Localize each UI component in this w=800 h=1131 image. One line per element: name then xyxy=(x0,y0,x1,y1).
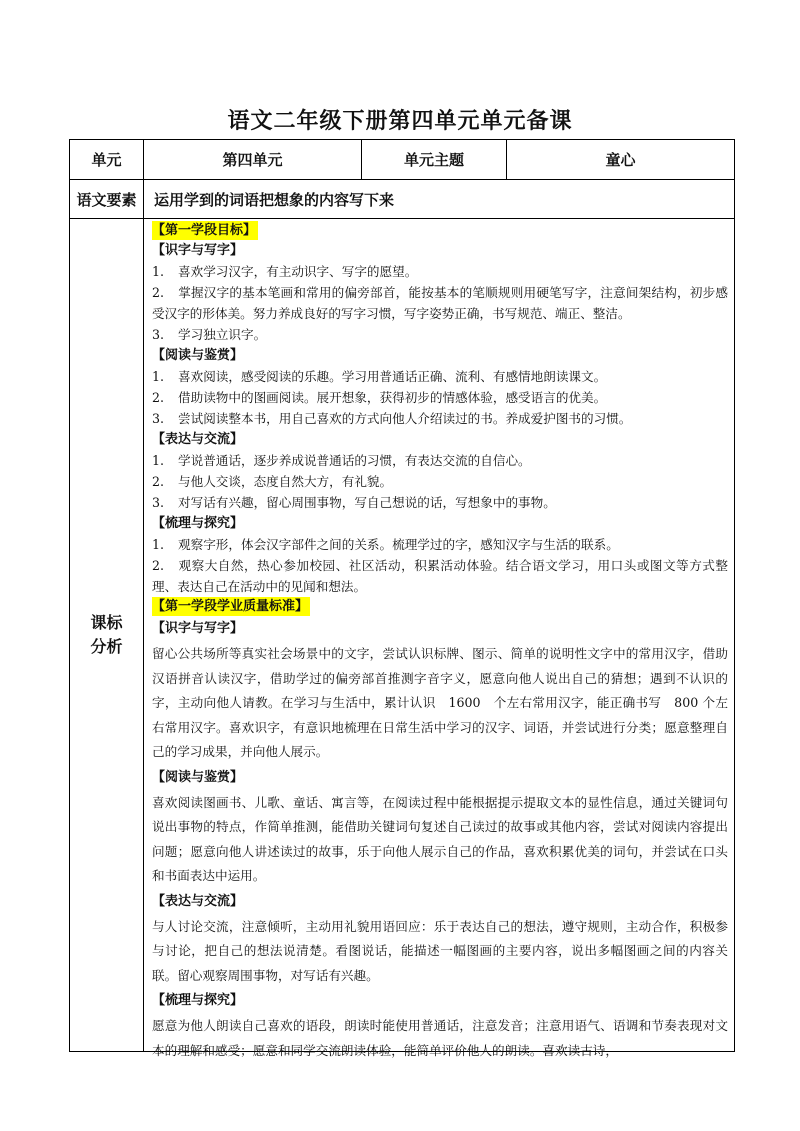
standard-section-heading: 【识字与写字】 xyxy=(152,621,244,636)
goal-title: 【第一学段目标】 xyxy=(152,223,257,238)
goal-item-number: 2. xyxy=(152,558,165,573)
goal-item-text: 掌握汉字的基本笔画和常用的偏旁部首，能按基本的笔顺规则用硬笔写字，注意间架结构，初步感受汉字的形体美。努力养成良好的写字习惯，写字姿势正确，书写规范、端正、整洁。 xyxy=(152,285,728,321)
goal-item xyxy=(152,492,728,513)
lesson-plan-table xyxy=(69,139,735,1058)
standard-section-text: 留心公共场所等真实社会场景中的文字，尝试认识标牌、图示、简单的说明性文字中的常用汉字，借助汉语拼音认读汉字，借助学过的偏旁部首推测字音字义，愿意向他人说出自己的猜想；遇到不认识的字，主动向他人请教。在学习与生活中，累计认识 1600 个左右常用汉字，能正确书写 800 个左右常用汉字。喜欢识字，有意识地梳理在日常生活中学习的汉字、词语，并尝试进行分类；愿意整理自己的学习成果，并向他人展示。 xyxy=(152,646,728,759)
goal-item xyxy=(152,534,728,555)
goal-item-number: 1. xyxy=(152,453,165,468)
standard-section-heading: 【表达与交流】 xyxy=(152,893,244,909)
theme-label: 单元主题 xyxy=(362,140,507,180)
header-row xyxy=(70,140,735,180)
theme-value: 童心 xyxy=(507,140,735,180)
goal-item xyxy=(152,366,728,387)
requirement-label: 语文要素 xyxy=(70,180,144,219)
goal-item-text: 与他人交谈，态度自然大方，有礼貌。 xyxy=(178,474,393,489)
goal-item xyxy=(152,261,728,282)
goal-item-text: 对写话有兴趣，留心周围事物，写自己想说的话，写想象中的事物。 xyxy=(178,495,556,510)
goal-item xyxy=(152,387,728,408)
analysis-row xyxy=(70,219,735,1052)
unit-value: 第四单元 xyxy=(144,140,362,180)
goal-item xyxy=(152,408,728,429)
standard-section-text: 喜欢阅读图画书、儿歌、童话、寓言等，在阅读过程中能根据提示提取文本的显性信息，通过关键词句说出事物的特点，作简单推测，能借助关键词句复述自己读过的故事或其他内容，尝试对阅读内容提出问题；愿意向他人讲述读过的故事，乐于向他人展示自己的作品，喜欢积累优美的词句，并尝试在口头和书面表达中运用。 xyxy=(152,794,728,883)
goal-item xyxy=(152,324,728,345)
unit-label: 单元 xyxy=(70,140,144,180)
page-title: 语文二年级下册第四单元单元备课 xyxy=(227,109,573,134)
goal-section-heading: 【识字与写字】 xyxy=(152,243,244,258)
requirement-text: 运用学到的词语把想象的内容写下来 xyxy=(144,180,735,219)
goal-item-text: 观察字形，体会汉字部件之间的关系。梳理学过的字，感知汉字与生活的联系。 xyxy=(178,537,619,552)
analysis-label-line1: 课标 xyxy=(90,613,123,632)
goal-item-number: 2. xyxy=(152,474,165,489)
goal-section-heading: 【阅读与鉴赏】 xyxy=(152,348,244,363)
analysis-content-body xyxy=(152,221,728,1058)
standard-section-text: 愿意为他人朗读自己喜欢的语段，朗读时能使用普通话，注意发音；注意用语气、语调和节奏表现对文本的理解和感受；愿意和同学交流朗读体验，能简单评价他人的朗读。喜欢读古诗， xyxy=(152,1018,728,1058)
standard-section-heading: 【阅读与鉴赏】 xyxy=(152,769,244,785)
goal-item-text: 喜欢阅读，感受阅读的乐趣。学习用普通话正确、流利、有感情地朗读课文。 xyxy=(178,369,607,384)
goal-item xyxy=(152,450,728,471)
goal-item-number: 3. xyxy=(152,411,165,426)
goal-item xyxy=(152,471,728,492)
analysis-label xyxy=(70,219,144,1052)
goal-item-number: 1. xyxy=(152,264,165,279)
requirement-row xyxy=(70,180,735,219)
goal-item-number: 1. xyxy=(152,369,165,384)
goal-item-number: 3. xyxy=(152,327,165,342)
standard-section-heading: 【梳理与探究】 xyxy=(152,993,244,1008)
goal-item-number: 1. xyxy=(152,537,165,552)
standard-title: 【第一学段学业质量标准】 xyxy=(152,599,309,614)
goal-item-number: 2. xyxy=(152,285,165,300)
goal-item-text: 借助读物中的图画阅读。展开想象，获得初步的情感体验，感受语言的优美。 xyxy=(178,390,607,405)
goal-item-number: 3. xyxy=(152,495,165,510)
standard-sections xyxy=(152,616,728,1063)
goal-item-text: 喜欢学习汉字，有主动识字、写字的愿望。 xyxy=(178,264,418,279)
goal-item-text: 学习独立识字。 xyxy=(178,327,267,342)
analysis-content xyxy=(144,219,735,1058)
goal-item-text: 学说普通话，逐步养成说普通话的习惯，有表达交流的自信心。 xyxy=(178,453,531,468)
goal-section-heading: 【梳理与探究】 xyxy=(152,516,244,531)
goal-item xyxy=(152,282,728,324)
standard-section-text: 与人讨论交流，注意倾听，主动用礼貌用语回应：乐于表达自己的想法，遵守规则，主动合作，积极参与讨论，把自己的想法说清楚。看图说话，能描述一幅图画的主要内容，说出多幅图画之间的内容关联。留心观察周围事物，对写话有兴趣。 xyxy=(152,918,728,983)
goal-item-text: 观察大自然，热心参加校园、社区活动，积累活动体验。结合语文学习，用口头或图文等方式整理、表达自己在活动中的见闻和想法。 xyxy=(152,558,728,594)
goal-sections xyxy=(152,240,728,597)
goal-item-text: 尝试阅读整本书，用自己喜欢的方式向他人介绍读过的书。养成爱护图书的习惯。 xyxy=(178,411,632,426)
goal-item-number: 2. xyxy=(152,390,165,405)
goal-section-heading: 【表达与交流】 xyxy=(152,432,244,447)
goal-item xyxy=(152,555,728,597)
analysis-label-line2: 分析 xyxy=(90,637,123,656)
